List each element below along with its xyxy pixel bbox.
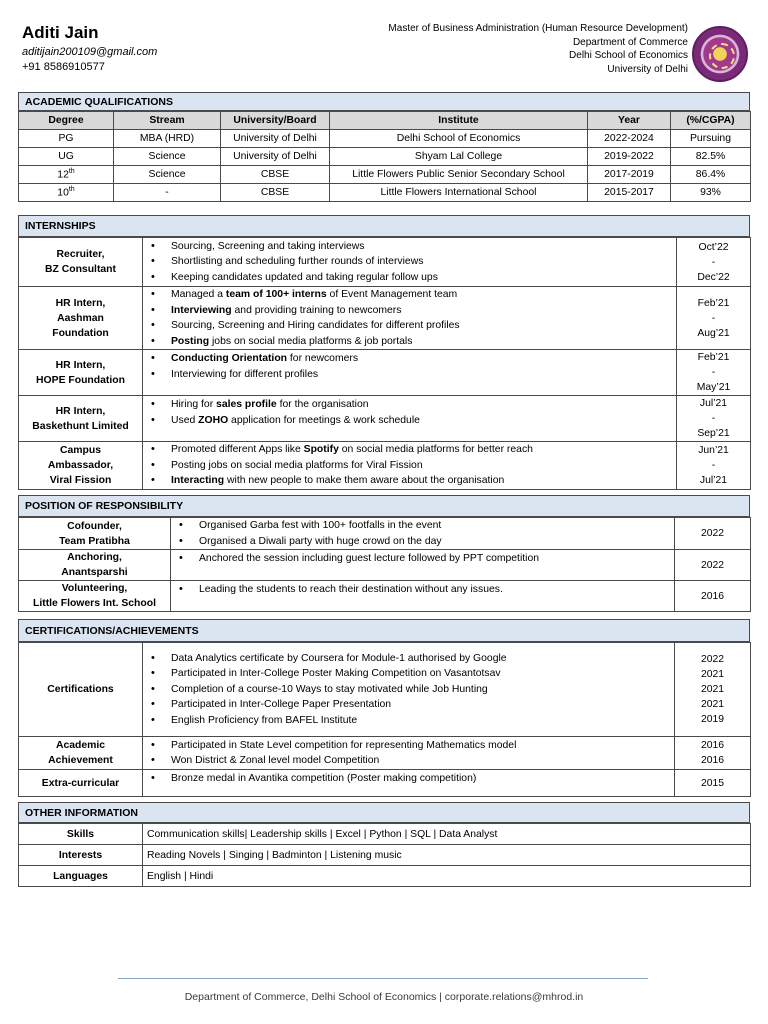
- list-item: • Anchored the session including guest lecture followed by PPT competition: [175, 551, 670, 567]
- responsibility-section: [18, 495, 750, 612]
- year-cell: 2022-2024: [588, 130, 671, 148]
- academic-header-row: [19, 112, 751, 130]
- year-cell: 2019-2022: [588, 148, 671, 166]
- role-cell: [19, 350, 143, 396]
- points-cell: [143, 737, 675, 770]
- academic-table: [18, 111, 751, 202]
- board-cell: University of Delhi: [221, 148, 330, 166]
- footer-divider: [118, 978, 648, 979]
- table-row: [19, 643, 751, 737]
- list-item: • Interviewing for different profiles: [147, 367, 672, 383]
- role-cell: [19, 287, 143, 350]
- years-cell: [675, 643, 751, 737]
- internships-section: [18, 215, 750, 490]
- col-stream: Stream: [114, 112, 221, 130]
- year-line: 2019: [700, 714, 725, 725]
- list-item: • Leading the students to reach their destination without any issues.: [175, 582, 670, 598]
- date-cell: [677, 350, 751, 396]
- role-cell: [19, 518, 171, 550]
- score-cell: Pursuing: [671, 130, 751, 148]
- points-cell: [143, 442, 677, 490]
- date-line: Jul’21: [699, 398, 728, 409]
- resume-header: [22, 22, 752, 84]
- list-item: • Hiring for sales profile for the organisation: [147, 397, 672, 413]
- year-line: 2021: [700, 699, 725, 710]
- date-line: -: [711, 256, 716, 268]
- value-cell: Reading Novels | Singing | Badminton | Listening music: [143, 845, 751, 866]
- program-info: [388, 22, 688, 76]
- table-row: [19, 184, 751, 202]
- role-line: Anchoring,: [67, 552, 122, 563]
- date-cell: [677, 238, 751, 287]
- years-cell: [675, 737, 751, 770]
- table-row: [19, 824, 751, 845]
- list-item: • Posting jobs on social media platforms & job portals: [147, 334, 672, 350]
- label-cell: [19, 737, 143, 770]
- board-cell: CBSE: [221, 166, 330, 184]
- role-cell: [19, 238, 143, 287]
- points-cell: [143, 396, 677, 442]
- table-row: [19, 130, 751, 148]
- label-cell: Interests: [19, 845, 143, 866]
- table-row: [19, 166, 751, 184]
- date-cell: [677, 396, 751, 442]
- year-line: 2021: [700, 684, 725, 695]
- table-row: [19, 770, 751, 797]
- date-line: Dec’22: [697, 271, 730, 283]
- list-item: • Sourcing, Screening and taking interviews: [147, 239, 672, 255]
- table-row: [19, 350, 751, 396]
- col-year: Year: [588, 112, 671, 130]
- points-cell: [143, 287, 677, 350]
- university-name: University of Delhi: [607, 63, 688, 75]
- list-item: • Interacting with new people to make them aware about the organisation: [147, 473, 672, 489]
- candidate-email[interactable]: aditijain200109@gmail.com: [22, 46, 158, 58]
- other-info-title: OTHER INFORMATION: [18, 802, 750, 823]
- year-cell: 2017-2019: [588, 166, 671, 184]
- year-line: 2022: [700, 654, 725, 665]
- other-info-section: [18, 802, 750, 887]
- list-item: • Organised Garba fest with 100+ footfalls in the event: [175, 518, 670, 534]
- role-line: Recruiter,: [56, 249, 105, 260]
- degree-number: 12: [57, 169, 69, 181]
- certifications-section: [18, 619, 750, 797]
- internships-title: INTERNSHIPS: [18, 215, 750, 237]
- role-line: HR Intern,: [55, 359, 106, 371]
- value-cell: Communication skills| Leadership skills | Excel | Python | SQL | Data Analyst: [143, 824, 751, 845]
- degree-suffix: th: [68, 186, 75, 194]
- date-line: Jun’21: [698, 444, 729, 456]
- list-item: • Completion of a course-10 Ways to stay motivated while Job Hunting: [147, 682, 670, 698]
- role-line: Foundation: [52, 327, 109, 339]
- institute-cell: Shyam Lal College: [330, 148, 588, 166]
- board-cell: CBSE: [221, 184, 330, 202]
- role-line: Aashman: [57, 312, 104, 324]
- list-item: • Promoted different Apps like Spotify on social media platforms for better reach: [147, 442, 672, 458]
- degree-number: 10: [57, 187, 69, 199]
- academic-section: [18, 92, 750, 202]
- list-item: • Shortlisting and scheduling further rounds of interviews: [147, 254, 672, 270]
- list-item: • Participated in State Level competition for representing Mathematics model: [147, 738, 670, 754]
- list-item: • Used ZOHO application for meetings & work schedule: [147, 413, 672, 429]
- table-row: [19, 550, 751, 581]
- label-cell: Languages: [19, 866, 143, 887]
- degree-cell: [19, 184, 114, 202]
- points-cell: [143, 238, 677, 287]
- year-cell: 2016: [675, 581, 751, 612]
- date-line: May’21: [696, 382, 731, 393]
- year-cell: 2022: [675, 518, 751, 550]
- table-row: [19, 287, 751, 350]
- list-item: • Conducting Orientation for newcomers: [147, 351, 672, 367]
- stream-cell: -: [114, 184, 221, 202]
- table-row: [19, 148, 751, 166]
- date-line: Feb’21: [697, 297, 730, 309]
- year-line: 2016: [700, 740, 725, 751]
- list-item: • Managed a team of 100+ interns of Event Management team: [147, 287, 672, 303]
- year-line: 2016: [700, 755, 725, 766]
- score-cell: 93%: [671, 184, 751, 202]
- academic-title: ACADEMIC QUALIFICATIONS: [18, 92, 750, 111]
- institute-cell: Delhi School of Economics: [330, 130, 588, 148]
- list-item: • Interviewing and providing training to newcomers: [147, 303, 672, 319]
- col-board: University/Board: [221, 112, 330, 130]
- label-line: Achievement: [48, 755, 113, 766]
- date-line: Sep’21: [697, 428, 730, 439]
- university-seal-icon: [692, 26, 748, 82]
- points-cell: [171, 581, 675, 612]
- label-cell: Certifications: [19, 643, 143, 737]
- certifications-title: CERTIFICATIONS/ACHIEVEMENTS: [18, 619, 750, 642]
- year-cell: 2022: [675, 550, 751, 581]
- candidate-name: Aditi Jain: [22, 23, 99, 42]
- role-line: Volunteering,: [61, 583, 128, 594]
- label-cell: Skills: [19, 824, 143, 845]
- score-cell: 82.5%: [671, 148, 751, 166]
- table-row: [19, 845, 751, 866]
- role-cell: [19, 442, 143, 490]
- responsibility-table: [18, 517, 751, 612]
- list-item: • Participated in Inter-College Poster Making Competition on Vasantotsav: [147, 666, 670, 682]
- certifications-table: [18, 642, 751, 797]
- candidate-phone: +91 8586910577: [22, 61, 105, 73]
- date-line: Feb’21: [697, 352, 730, 363]
- score-cell: 86.4%: [671, 166, 751, 184]
- role-line: Viral Fission: [49, 474, 112, 486]
- table-row: [19, 396, 751, 442]
- points-cell: [171, 550, 675, 581]
- footer-text: Department of Commerce, Delhi School of Economics | corporate.relations@mhrod.in: [184, 991, 584, 1003]
- table-row: [19, 866, 751, 887]
- role-line: Baskethunt Limited: [32, 420, 129, 432]
- stream-cell: MBA (HRD): [114, 130, 221, 148]
- date-line: -: [711, 413, 716, 424]
- date-cell: [677, 442, 751, 490]
- year-cell: 2015: [675, 770, 751, 797]
- role-line: HR Intern,: [55, 405, 106, 417]
- role-line: Campus: [60, 444, 101, 456]
- table-row: [19, 581, 751, 612]
- date-line: Jul’21: [699, 474, 728, 486]
- responsibility-title: POSITION OF RESPONSIBILITY: [18, 495, 750, 517]
- list-item: • Sourcing, Screening and Hiring candidates for different profiles: [147, 318, 672, 334]
- table-row: [19, 518, 751, 550]
- list-item: • Won District & Zonal level model Competition: [147, 753, 670, 769]
- list-item: • Data Analytics certificate by Coursera for Module-1 authorised by Google: [147, 651, 670, 667]
- school-name: Delhi School of Economics: [569, 50, 688, 61]
- role-line: HOPE Foundation: [36, 374, 125, 386]
- institute-cell: Little Flowers International School: [330, 184, 588, 202]
- date-line: -: [711, 312, 716, 324]
- value-cell: English | Hindi: [143, 866, 751, 887]
- date-cell: [677, 287, 751, 350]
- table-row: [19, 238, 751, 287]
- role-cell: [19, 581, 171, 612]
- role-line: Ambassador,: [47, 459, 114, 471]
- internships-table: [18, 237, 751, 490]
- date-line: -: [711, 459, 716, 471]
- date-line: -: [711, 367, 716, 378]
- role-line: Anantsparshi: [61, 567, 128, 578]
- other-info-table: [18, 823, 751, 887]
- list-item: • Posting jobs on social media platforms for Viral Fission: [147, 458, 672, 474]
- role-line: Little Flowers Int. School: [33, 598, 156, 609]
- role-cell: [19, 550, 171, 581]
- label-cell: Extra-curricular: [19, 770, 143, 797]
- role-line: Team Pratibha: [59, 535, 130, 547]
- list-item: • Bronze medal in Avantika competition (Poster making competition): [147, 771, 670, 787]
- year-line: 2021: [700, 669, 725, 680]
- list-item: • Participated in Inter-College Paper Presentation: [147, 697, 670, 713]
- col-degree: Degree: [19, 112, 114, 130]
- department-name: Department of Commerce: [572, 36, 688, 48]
- date-line: Aug’21: [697, 327, 730, 339]
- date-line: Oct’22: [698, 241, 729, 253]
- year-cell: 2015-2017: [588, 184, 671, 202]
- col-score: (%/CGPA): [671, 112, 751, 130]
- degree-cell: PG: [19, 130, 114, 148]
- table-row: [19, 442, 751, 490]
- points-cell: [171, 518, 675, 550]
- col-institute: Institute: [330, 112, 588, 130]
- role-line: BZ Consultant: [45, 264, 116, 275]
- role-cell: [19, 396, 143, 442]
- list-item: • Organised a Diwali party with huge crowd on the day: [175, 534, 670, 550]
- table-row: [19, 737, 751, 770]
- list-item: • Keeping candidates updated and taking regular follow ups: [147, 270, 672, 286]
- degree-cell: UG: [19, 148, 114, 166]
- stream-cell: Science: [114, 148, 221, 166]
- list-item: • English Proficiency from BAFEL Institute: [147, 713, 670, 729]
- program-name: Master of Business Administration (Human Resource Development): [388, 23, 688, 34]
- points-cell: [143, 643, 675, 737]
- label-line: Academic: [55, 740, 106, 751]
- points-cell: [143, 350, 677, 396]
- degree-suffix: th: [68, 168, 75, 176]
- stream-cell: Science: [114, 166, 221, 184]
- board-cell: University of Delhi: [221, 130, 330, 148]
- degree-cell: [19, 166, 114, 184]
- points-cell: [143, 770, 675, 797]
- institute-cell: Little Flowers Public Senior Secondary School: [330, 166, 588, 184]
- role-line: Cofounder,: [67, 520, 122, 532]
- role-line: HR Intern,: [55, 297, 106, 309]
